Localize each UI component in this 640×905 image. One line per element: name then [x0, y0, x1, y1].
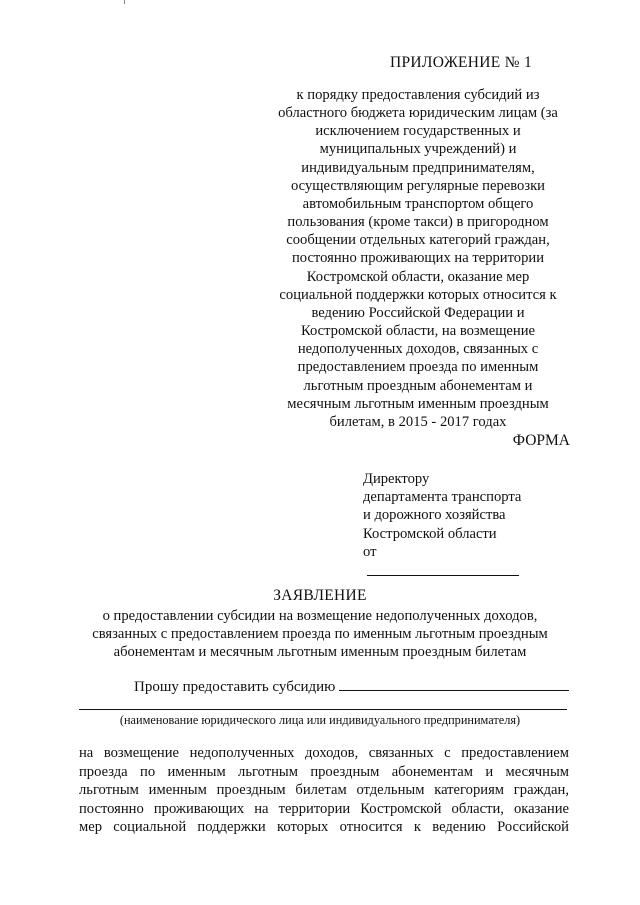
body-line: на возмещение недополученных доходов, связанных с предоставлением: [79, 745, 569, 761]
addressee-block: [363, 470, 521, 576]
appendix-line: сообщении отдельных категорий граждан,: [286, 232, 550, 249]
body-line: проезда по именным льготным проездным абонементам и месячным: [79, 763, 569, 780]
from-row: [363, 543, 521, 576]
form-label: ФОРМА: [512, 432, 570, 449]
addressee-line: и дорожного хозяйства: [363, 507, 506, 524]
appendix-line: недополученных доходов, связанных с: [297, 341, 539, 358]
body-line: постоянно проживающих на территории Костромской области, оказание: [79, 800, 569, 817]
addressee-line: Директору: [363, 471, 430, 487]
addressee-line: Костромской области: [363, 525, 497, 542]
subtitle-line: связанных с предоставлением проезда по именным льготным проездным: [92, 626, 548, 643]
applicant-name-line[interactable]: [79, 709, 567, 710]
applicant-blank-field[interactable]: [339, 676, 569, 691]
appendix-line: осуществляющим регулярные перевозки: [291, 177, 545, 194]
subtitle-line: абонементам и месячным льготным именным проездным билетам: [113, 644, 527, 661]
appendix-line: автомобильным транспортом общего: [302, 195, 534, 212]
request-row: [134, 676, 569, 696]
appendix-line: пользования (кроме такси) в пригородном: [287, 214, 549, 231]
appendix-line: льготным проездным абонементам и: [303, 377, 533, 394]
appendix-line: социальной поддержки которых относится к: [279, 286, 557, 303]
appendix-title: ПРИЛОЖЕНИЕ № 1: [390, 54, 533, 71]
appendix-line: исключением государственных и: [315, 123, 521, 140]
appendix-line: муниципальных учреждений) и: [319, 141, 517, 158]
from-label: от: [363, 543, 377, 560]
appendix-line: месячным льготным именным проездным: [287, 395, 549, 412]
scan-artifact: [124, 0, 125, 4]
statement-title: ЗАЯВЛЕНИЕ: [273, 587, 367, 604]
from-blank-field[interactable]: [367, 561, 519, 576]
statement-subtitle: [60, 607, 580, 662]
appendix-line: билетам, в 2015 - 2017 годах: [329, 413, 507, 430]
appendix-line: Костромской области, оказание мер: [306, 268, 530, 285]
appendix-line: областного бюджета юридическим лицам (за: [278, 105, 558, 122]
appendix-line: постоянно проживающих на территории: [291, 250, 545, 267]
request-label: Прошу предоставить субсидию: [134, 679, 336, 695]
body-line: мер социальной поддержки которых относится к ведению Российской: [79, 819, 569, 836]
appendix-line: предоставлением проезда по именным: [297, 359, 539, 376]
appendix-line: к порядку предоставления субсидий из: [296, 87, 540, 103]
appendix-line: индивидуальным предпринимателям,: [301, 159, 535, 176]
appendix-description: [262, 86, 574, 431]
applicant-caption: (наименование юридического лица или индивидуального предпринимателя): [119, 713, 521, 727]
addressee-line: департамента транспорта: [363, 489, 522, 506]
appendix-line: ведению Российской Федерации и: [311, 304, 525, 321]
statement-body: [79, 744, 569, 837]
subtitle-line: о предоставлении субсидии на возмещение недополученных доходов,: [102, 608, 538, 624]
body-line: льготным именным проездным билетам отдельным категориям граждан,: [79, 782, 569, 799]
appendix-line: Костромской области, на возмещение: [300, 323, 536, 340]
